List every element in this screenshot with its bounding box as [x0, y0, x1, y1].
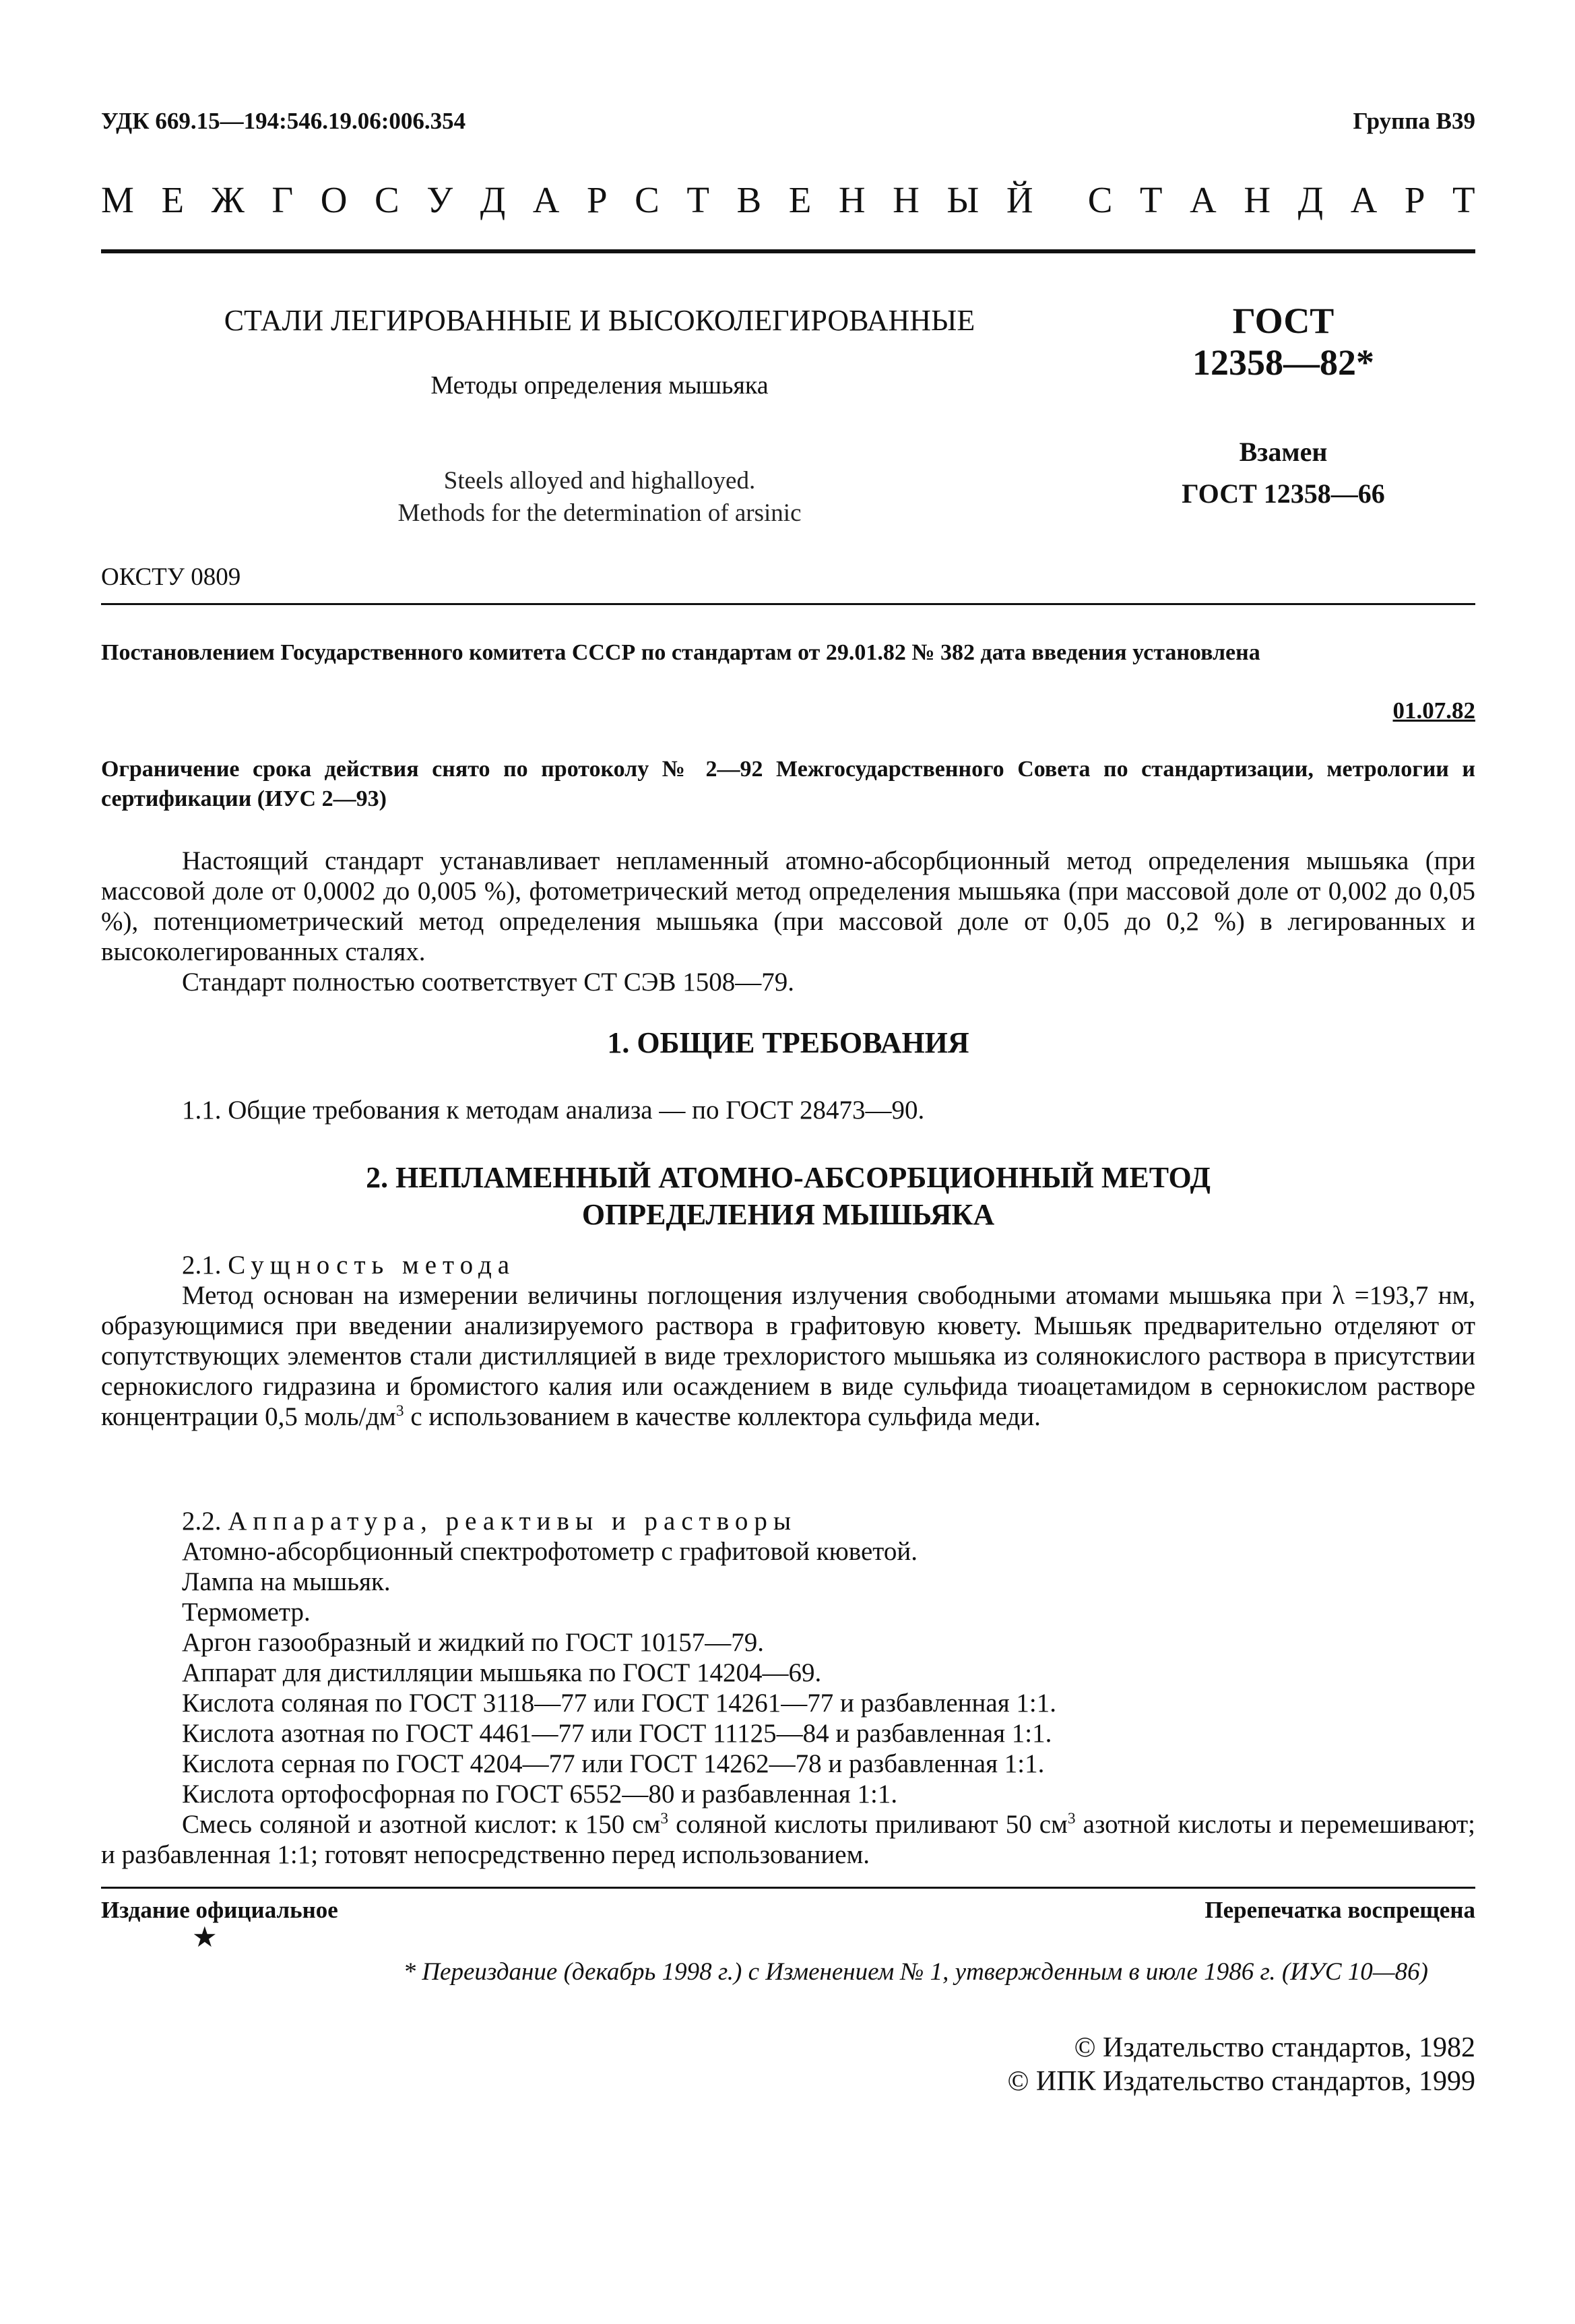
document-subtitle: Методы определения мышьяка — [430, 371, 769, 400]
list-item: Кислота ортофосфорная по ГОСТ 6552—80 и разбавленная 1:1. — [182, 1780, 898, 1809]
heading-letter: О — [320, 179, 348, 220]
heading-letter: Р — [1404, 179, 1425, 220]
intro-paragraph: Настоящий стандарт устанавливает непламенный атомно-абсорбционный метод определения мышьяка (при массовой доле от 0,0002 до 0,005 %), фотометрический метод определения мышьяка (при массовой доле от 0,002 до 0,05 %), потенциометрический метод определения мышьяка (при массовой доле от 0,05 до 0,2 %) в легированных и высоколегированных сталях. — [101, 846, 1475, 966]
list-item-acid-mixture — [101, 1809, 1475, 1870]
heading-letter: Т — [1452, 179, 1475, 220]
paragraph-number: 2.2. — [182, 1507, 222, 1536]
method-text: Метод основан на измерении величины поглощения излучения свободными атомами мышьяка при λ =193,7 нм, образующимися при введении анализируемого раствора в графитовую кювету. Мышьяк предварительно отделяют от сопутствующих элементов стали дистилляцией в виде трехлористого мышьяка из солянокислого раствора в присутствии сернокислого гидразина и бромистого калия или осаждением в виде сульфида тиоацетамидом в сернокислом растворе концентрации 0,5 моль/дм — [101, 1281, 1475, 1431]
section-2-title — [101, 1159, 1475, 1233]
copyright-1999: © ИПК Издательство стандартов, 1999 — [1007, 2066, 1475, 2097]
intro-section — [101, 846, 1475, 997]
heading-letter: Т — [686, 179, 709, 220]
list-item: Кислота серная по ГОСТ 4204—77 или ГОСТ 14262—78 и разбавленная 1:1. — [182, 1749, 1045, 1778]
interstate-standard-heading — [101, 179, 1475, 221]
superscript: 3 — [395, 1402, 404, 1420]
paragraph-2-1-text — [101, 1280, 1475, 1432]
intro-paragraph-compliance: Стандарт полностью соответствует СТ СЭВ 1508—79. — [182, 968, 795, 997]
group-code: Группа В39 — [1353, 108, 1475, 134]
heading-letter: Г — [271, 179, 294, 220]
heading-letter: Н — [893, 179, 920, 220]
method-text-end: с использованием в качестве коллектора сульфида меди. — [404, 1402, 1041, 1431]
paragraph-2-1-heading — [101, 1250, 1475, 1280]
gost-number-block — [1118, 300, 1448, 383]
section-1-body — [101, 1095, 1475, 1125]
superscript: 3 — [1067, 1810, 1076, 1827]
footer-divider — [101, 1887, 1475, 1889]
list-item: Атомно-абсорбционный спектрофотометр с графитовой кюветой. — [182, 1537, 918, 1566]
heading-letter: Ы — [946, 179, 979, 220]
gost-label: ГОСТ — [1232, 301, 1335, 341]
list-item: Лампа на мышьяк. — [182, 1567, 391, 1596]
gost-number: 12358—82* — [1192, 342, 1374, 383]
section-2-2 — [101, 1506, 1475, 1870]
title-divider — [101, 603, 1475, 605]
replaces-number: ГОСТ 12358—66 — [1182, 478, 1385, 509]
list-item: Аргон газообразный и жидкий по ГОСТ 10157—79. — [182, 1628, 764, 1657]
heading-letter: Д — [1297, 179, 1324, 220]
list-item: Кислота соляная по ГОСТ 3118—77 или ГОСТ 14261—77 и разбавленная 1:1. — [182, 1689, 1057, 1718]
star-icon: ★ — [192, 1922, 218, 1953]
mix-text: азотной кислоты и перемешивают; и разбавленная 1:1; готовят непосредственно перед использованием. — [101, 1810, 1476, 1869]
heading-letter: Д — [480, 179, 506, 220]
heading-letter: Е — [161, 179, 185, 220]
heading-letter: М — [101, 179, 134, 220]
heading-letter: Й — [1006, 179, 1033, 220]
heading-letter: С — [374, 179, 399, 220]
english-title — [101, 465, 1098, 530]
paragraph-heading: Аппаратура, реактивы и растворы — [228, 1507, 798, 1536]
section-2-1 — [101, 1250, 1475, 1432]
decree-text: Постановлением Государственного комитета СССР по стандартам от 29.01.82 № 382 дата введения установлена — [101, 640, 1260, 665]
mix-text: соляной кислоты приливают 50 см — [668, 1810, 1068, 1839]
heading-letter: Е — [788, 179, 812, 220]
replaces-label: Взамен — [1239, 437, 1328, 467]
introduction-date: 01.07.82 — [1392, 697, 1475, 724]
heading-letter: А — [1190, 179, 1217, 220]
header-divider — [101, 249, 1475, 253]
mix-text: Смесь соляной и азотной кислот: к 150 см — [182, 1810, 661, 1839]
reissue-note: * Переиздание (декабрь 1998 г.) с Изменением № 1, утвержденным в июле 1986 г. (ИУС 10—86) — [403, 1958, 1428, 1986]
list-item: Кислота азотная по ГОСТ 4461—77 или ГОСТ 11125—84 и разбавленная 1:1. — [182, 1719, 1052, 1748]
copyright-1982: © Издательство стандартов, 1982 — [1074, 2032, 1475, 2063]
heading-letter: А — [532, 179, 560, 220]
heading-letter: В — [736, 179, 762, 220]
document-title: СТАЛИ ЛЕГИРОВАННЫЕ И ВЫСОКОЛЕГИРОВАННЫЕ — [224, 304, 975, 337]
paragraph-number: 2.1. — [182, 1251, 222, 1280]
heading-letter: Р — [587, 179, 608, 220]
heading-letter: У — [426, 179, 453, 220]
heading-letter: Н — [1244, 179, 1271, 220]
heading-letter: Н — [838, 179, 866, 220]
section-2-title-line2: ОПРЕДЕЛЕНИЯ МЫШЬЯКА — [581, 1198, 995, 1231]
reprint-prohibited-label: Перепечатка воспрещена — [1204, 1897, 1475, 1923]
list-item: Аппарат для дистилляции мышьяка по ГОСТ 14204—69. — [182, 1658, 822, 1687]
oksty-code: ОКСТУ 0809 — [101, 563, 241, 591]
section-1-title: 1. ОБЩИЕ ТРЕБОВАНИЯ — [607, 1026, 969, 1059]
heading-letter: Т — [1139, 179, 1163, 220]
replaces-block — [1118, 431, 1448, 515]
heading-letter: С — [1087, 179, 1113, 220]
paragraph-2-2-heading — [101, 1506, 1475, 1536]
official-edition-label: Издание официальное — [101, 1897, 338, 1923]
limitation-text: Ограничение срока действия снято по протоколу № 2—92 Межгосударственного Совета по стандартизации, метрологии и сертификации (ИУС 2—93) — [101, 757, 1475, 811]
heading-letter: Ж — [211, 179, 245, 220]
english-title-line2: Methods for the determination of arsinic — [397, 499, 802, 527]
udk-code: УДК 669.15—194:546.19.06:006.354 — [101, 108, 466, 134]
superscript: 3 — [660, 1810, 669, 1827]
paragraph-1-1: 1.1. Общие требования к методам анализа — по ГОСТ 28473—90. — [182, 1096, 925, 1125]
paragraph-heading: Сущность метода — [228, 1251, 516, 1280]
list-item: Термометр. — [182, 1598, 311, 1627]
heading-letter: С — [635, 179, 660, 220]
heading-letter: А — [1350, 179, 1378, 220]
english-title-line1: Steels alloyed and highalloyed. — [443, 467, 756, 495]
section-2-title-line1: 2. НЕПЛАМЕННЫЙ АТОМНО-АБСОРБЦИОННЫЙ МЕТОД — [366, 1161, 1211, 1194]
